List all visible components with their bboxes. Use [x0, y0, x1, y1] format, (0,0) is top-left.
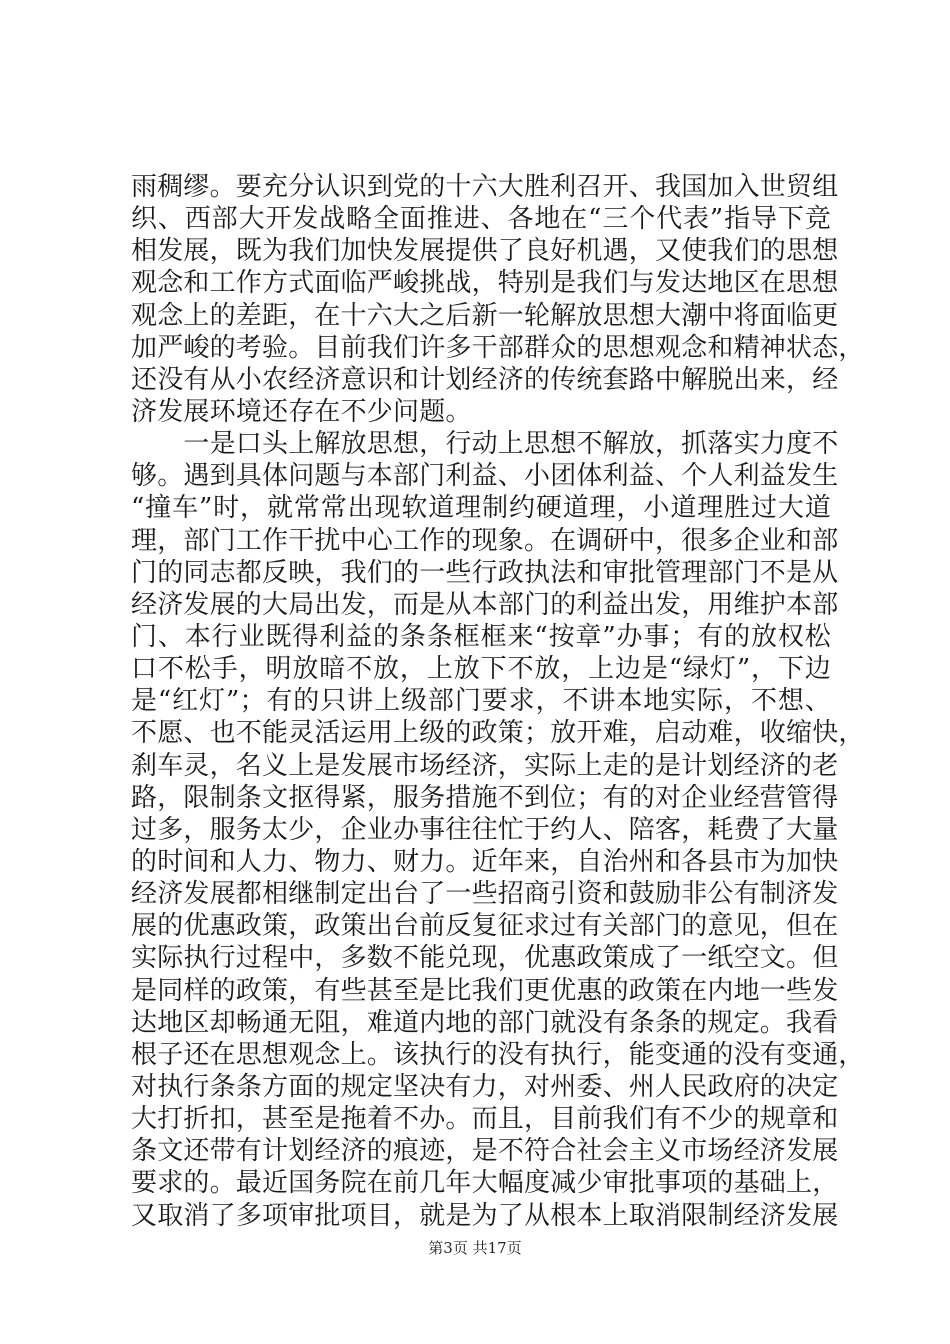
text-line: 济发展环境还存在不少问题。: [131, 396, 472, 427]
text-line: 观念上的差距，在十六大之后新一轮解放思想大潮中将面临更: [131, 300, 839, 331]
text-line: 是同样的政策，有些甚至是比我们更优惠的政策在内地一些发: [131, 975, 839, 1006]
text-line: 又取消了多项审批项目，就是为了从根本上取消限制经济发展: [131, 1200, 839, 1231]
text-line: 刹车灵，名义上是发展市场经济，实际上走的是计划经济的老: [131, 750, 839, 781]
text-line: 达地区却畅通无阻，难道内地的部门就没有条条的规定。我看: [131, 1007, 839, 1038]
text-line: 是“红灯”；有的只讲上级部门要求，不讲本地实际，不想、: [131, 686, 831, 717]
text-line: 够。遇到具体问题与本部门利益、小团体利益、个人利益发生: [131, 461, 839, 492]
text-line: “撞车”时，就常常出现软道理制约硬道理，小道理胜过大道: [131, 493, 831, 524]
text-line: 条文还带有计划经济的痕迹，是不符合社会主义市场经济发展: [131, 1136, 839, 1167]
paragraph-1: [131, 171, 865, 428]
text-line: 理，部门工作干扰中心工作的现象。在调研中，很多企业和部: [131, 525, 839, 556]
text-line: 不愿、也不能灵活运用上级的政策；放开难，启动难，收缩快，: [131, 718, 865, 749]
text-line: 根子还在思想观念上。该执行的没有执行，能变通的没有变通，: [131, 1039, 865, 1070]
text-line: 大打折扣，甚至是拖着不办。而且，目前我们有不少的规章和: [131, 1104, 839, 1135]
text-line: 观念和工作方式面临严峻挑战，特别是我们与发达地区在思想: [131, 268, 839, 299]
text-line: 加严峻的考验。目前我们许多干部群众的思想观念和精神状态，: [131, 332, 865, 363]
text-line: 的时间和人力、物力、财力。近年来，自治州和各县市为加快: [131, 846, 839, 877]
text-line: 实际执行过程中，多数不能兑现，优惠政策成了一纸空文。但: [131, 943, 839, 974]
text-line: 口不松手，明放暗不放，上放下不放，上边是“绿灯”，下边: [131, 654, 831, 685]
text-line: 路，限制条文抠得紧，服务措施不到位；有的对企业经营管得: [131, 782, 839, 813]
paragraph-2: [131, 428, 865, 1232]
text-line: 雨稠缪。要充分认识到党的十六大胜利召开、我国加入世贸组: [131, 172, 839, 202]
text-line: 展的优惠政策，政策出台前反复征求过有关部门的意见，但在: [131, 911, 839, 942]
text-line: 门的同志都反映，我们的一些行政执法和审批管理部门不是从: [131, 557, 839, 588]
text-line: 还没有从小农经济意识和计划经济的传统套路中解脱出来，经: [131, 364, 839, 395]
text-line: 相发展，既为我们加快发展提供了良好机遇，又使我们的思想: [131, 236, 839, 267]
page-footer: 第3页 共17页: [428, 1239, 522, 1257]
text-line: 织、西部大开发战略全面推进、各地在“三个代表”指导下竞: [131, 204, 831, 235]
text-line: 经济发展都相继制定出台了一些招商引资和鼓励非公有制济发: [131, 879, 839, 910]
text-line: 门、本行业既得利益的条条框框来“按章”办事；有的放权松: [131, 621, 831, 652]
text-line: 一是口头上解放思想，行动上思想不解放，抓落实力度不: [131, 429, 839, 460]
body-text: [131, 171, 865, 1232]
text-line: 经济发展的大局出发，而是从本部门的利益出发，用维护本部: [131, 589, 839, 620]
text-line: 要求的。最近国务院在前几年大幅度减少审批事项的基础上，: [131, 1168, 839, 1199]
text-line: 对执行条条方面的规定坚决有力，对州委、州人民政府的决定: [131, 1071, 839, 1102]
text-line: 过多，服务太少，企业办事往往忙于约人、陪客，耗费了大量: [131, 814, 839, 845]
